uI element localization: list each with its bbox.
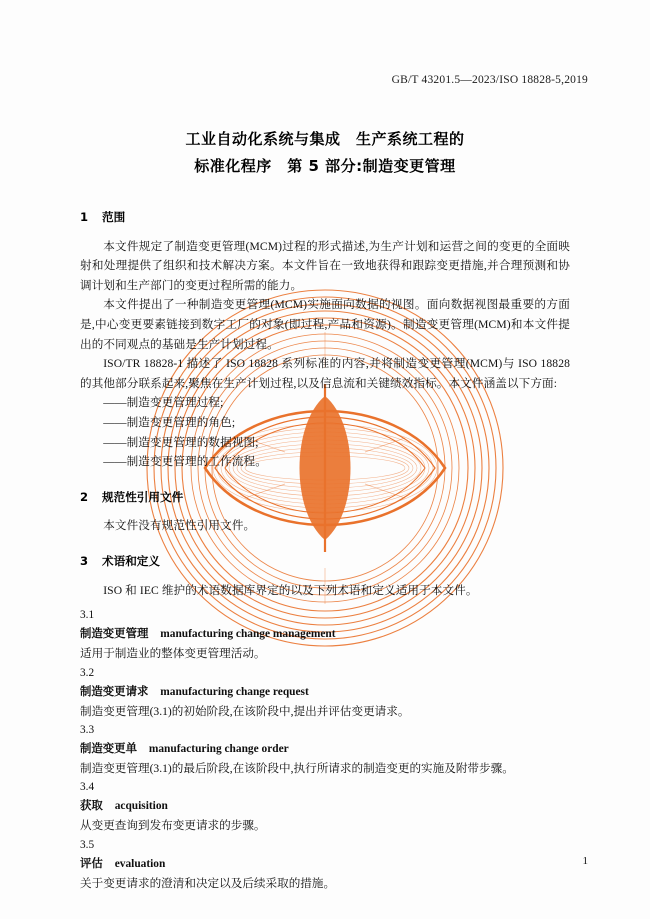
clause-3-heading bbox=[80, 552, 570, 572]
clause-3-number: 3 bbox=[80, 553, 89, 568]
page-title-line1: 工业自动化系统与集成 生产系统工程的 bbox=[185, 130, 465, 148]
list-item: ——制造变更管理过程; bbox=[103, 396, 224, 410]
term-label-en: evaluation bbox=[114, 857, 166, 870]
term-label-zh: 获取 bbox=[80, 798, 103, 813]
clause-2-number: 2 bbox=[80, 489, 89, 504]
term-heading bbox=[80, 682, 570, 702]
clause-1-paragraph-3: ISO/TR 18828-1 描述了 ISO 18828 系列标准的内容,并将制造变更管理(MCM)与 ISO 18828 的其他部分联系起来,聚焦在生产计划过程,以及信息流和关键绩效指标。本文件涵盖以下方面: bbox=[80, 357, 570, 390]
term-heading bbox=[80, 796, 570, 816]
term-definition: 适用于制造业的整体变更管理活动。 bbox=[80, 647, 266, 661]
term-label-zh: 制造变更请求 bbox=[80, 683, 149, 698]
term-heading bbox=[80, 739, 570, 759]
clause-1 bbox=[80, 208, 570, 472]
list-item: ——制造变更管理的数据视图; bbox=[103, 435, 259, 449]
term-heading bbox=[80, 624, 570, 644]
clause-3-paragraph-1: ISO 和 IEC 维护的术语数据库界定的以及下列术语和定义适用于本文件。 bbox=[103, 583, 478, 597]
clause-1-paragraph-1: 本文件规定了制造变更管理(MCM)过程的形式描述,为生产计划和运营之间的变更的全面映射和处理提供了组织和技术解决方案。本文件旨在一致地获得和跟踪变更措施,并合理预测和协调计划和生产部门的变更过程所需的能力。 bbox=[80, 239, 570, 292]
term-label-en: manufacturing change request bbox=[160, 685, 309, 698]
list-item: ——制造变更管理的工作流程。 bbox=[103, 455, 267, 469]
clause-3 bbox=[80, 552, 570, 600]
page-title-line2: 标准化程序 第 5 部分:制造变更管理 bbox=[194, 157, 456, 175]
term-entry bbox=[80, 778, 570, 835]
term-definition: 制造变更管理(3.1)的初始阶段,在该阶段中,提出并评估变更请求。 bbox=[80, 704, 410, 718]
term-number: 3.4 bbox=[80, 781, 95, 794]
clause-2-paragraph-1: 本文件没有规范性引用文件。 bbox=[103, 519, 256, 533]
term-number: 3.3 bbox=[80, 723, 95, 736]
term-label-zh: 制造变更管理 bbox=[80, 626, 149, 641]
term-heading bbox=[80, 854, 570, 874]
clause-1-title: 范围 bbox=[102, 210, 126, 224]
term-label-zh: 制造变更单 bbox=[80, 740, 137, 755]
clause-1-paragraph-2: 本文件提出了一种制造变更管理(MCM)实施面向数据的视图。面向数据视图最重要的方面是,中心变更要素链接到数字工厂的对象(即过程,产品和资源)。制造变更管理(MCM)和本文件提出的不同观点的基础是生产计划过程。 bbox=[80, 298, 570, 351]
list-item: ——制造变更管理的角色; bbox=[103, 415, 236, 429]
clause-1-heading bbox=[80, 208, 570, 228]
standard-reference-header: GB/T 43201.5—2023/ISO 18828-5,2019 bbox=[391, 74, 588, 86]
term-label-zh: 评估 bbox=[80, 855, 103, 870]
term-label-en: acquisition bbox=[114, 800, 168, 813]
term-label-en: manufacturing change order bbox=[148, 742, 289, 755]
term-definition: 关于变更请求的澄清和决定以及后续采取的措施。 bbox=[80, 876, 336, 890]
term-definition: 从变更查询到发布变更请求的步骤。 bbox=[80, 819, 266, 833]
term-definition: 制造变更管理(3.1)的最后阶段,在该阶段中,执行所请求的制造变更的实施及附带步骤。 bbox=[80, 761, 514, 775]
clause-1-number: 1 bbox=[80, 210, 89, 224]
term-number: 3.1 bbox=[80, 609, 95, 622]
term-label-en: manufacturing change management bbox=[160, 628, 336, 641]
page-title bbox=[0, 126, 650, 180]
clause-2 bbox=[80, 488, 570, 536]
clause-3-title: 术语和定义 bbox=[102, 553, 160, 568]
document-body bbox=[80, 208, 570, 893]
term-number: 3.2 bbox=[80, 666, 95, 679]
term-entry bbox=[80, 664, 570, 721]
clause-2-heading bbox=[80, 488, 570, 508]
term-entry bbox=[80, 606, 570, 663]
terms-list bbox=[80, 606, 570, 893]
term-entry bbox=[80, 836, 570, 893]
page-number: 1 bbox=[582, 855, 588, 867]
clause-1-dash-list bbox=[80, 393, 570, 471]
term-entry bbox=[80, 721, 570, 778]
term-number: 3.5 bbox=[80, 838, 95, 851]
clause-2-title: 规范性引用文件 bbox=[102, 489, 184, 504]
